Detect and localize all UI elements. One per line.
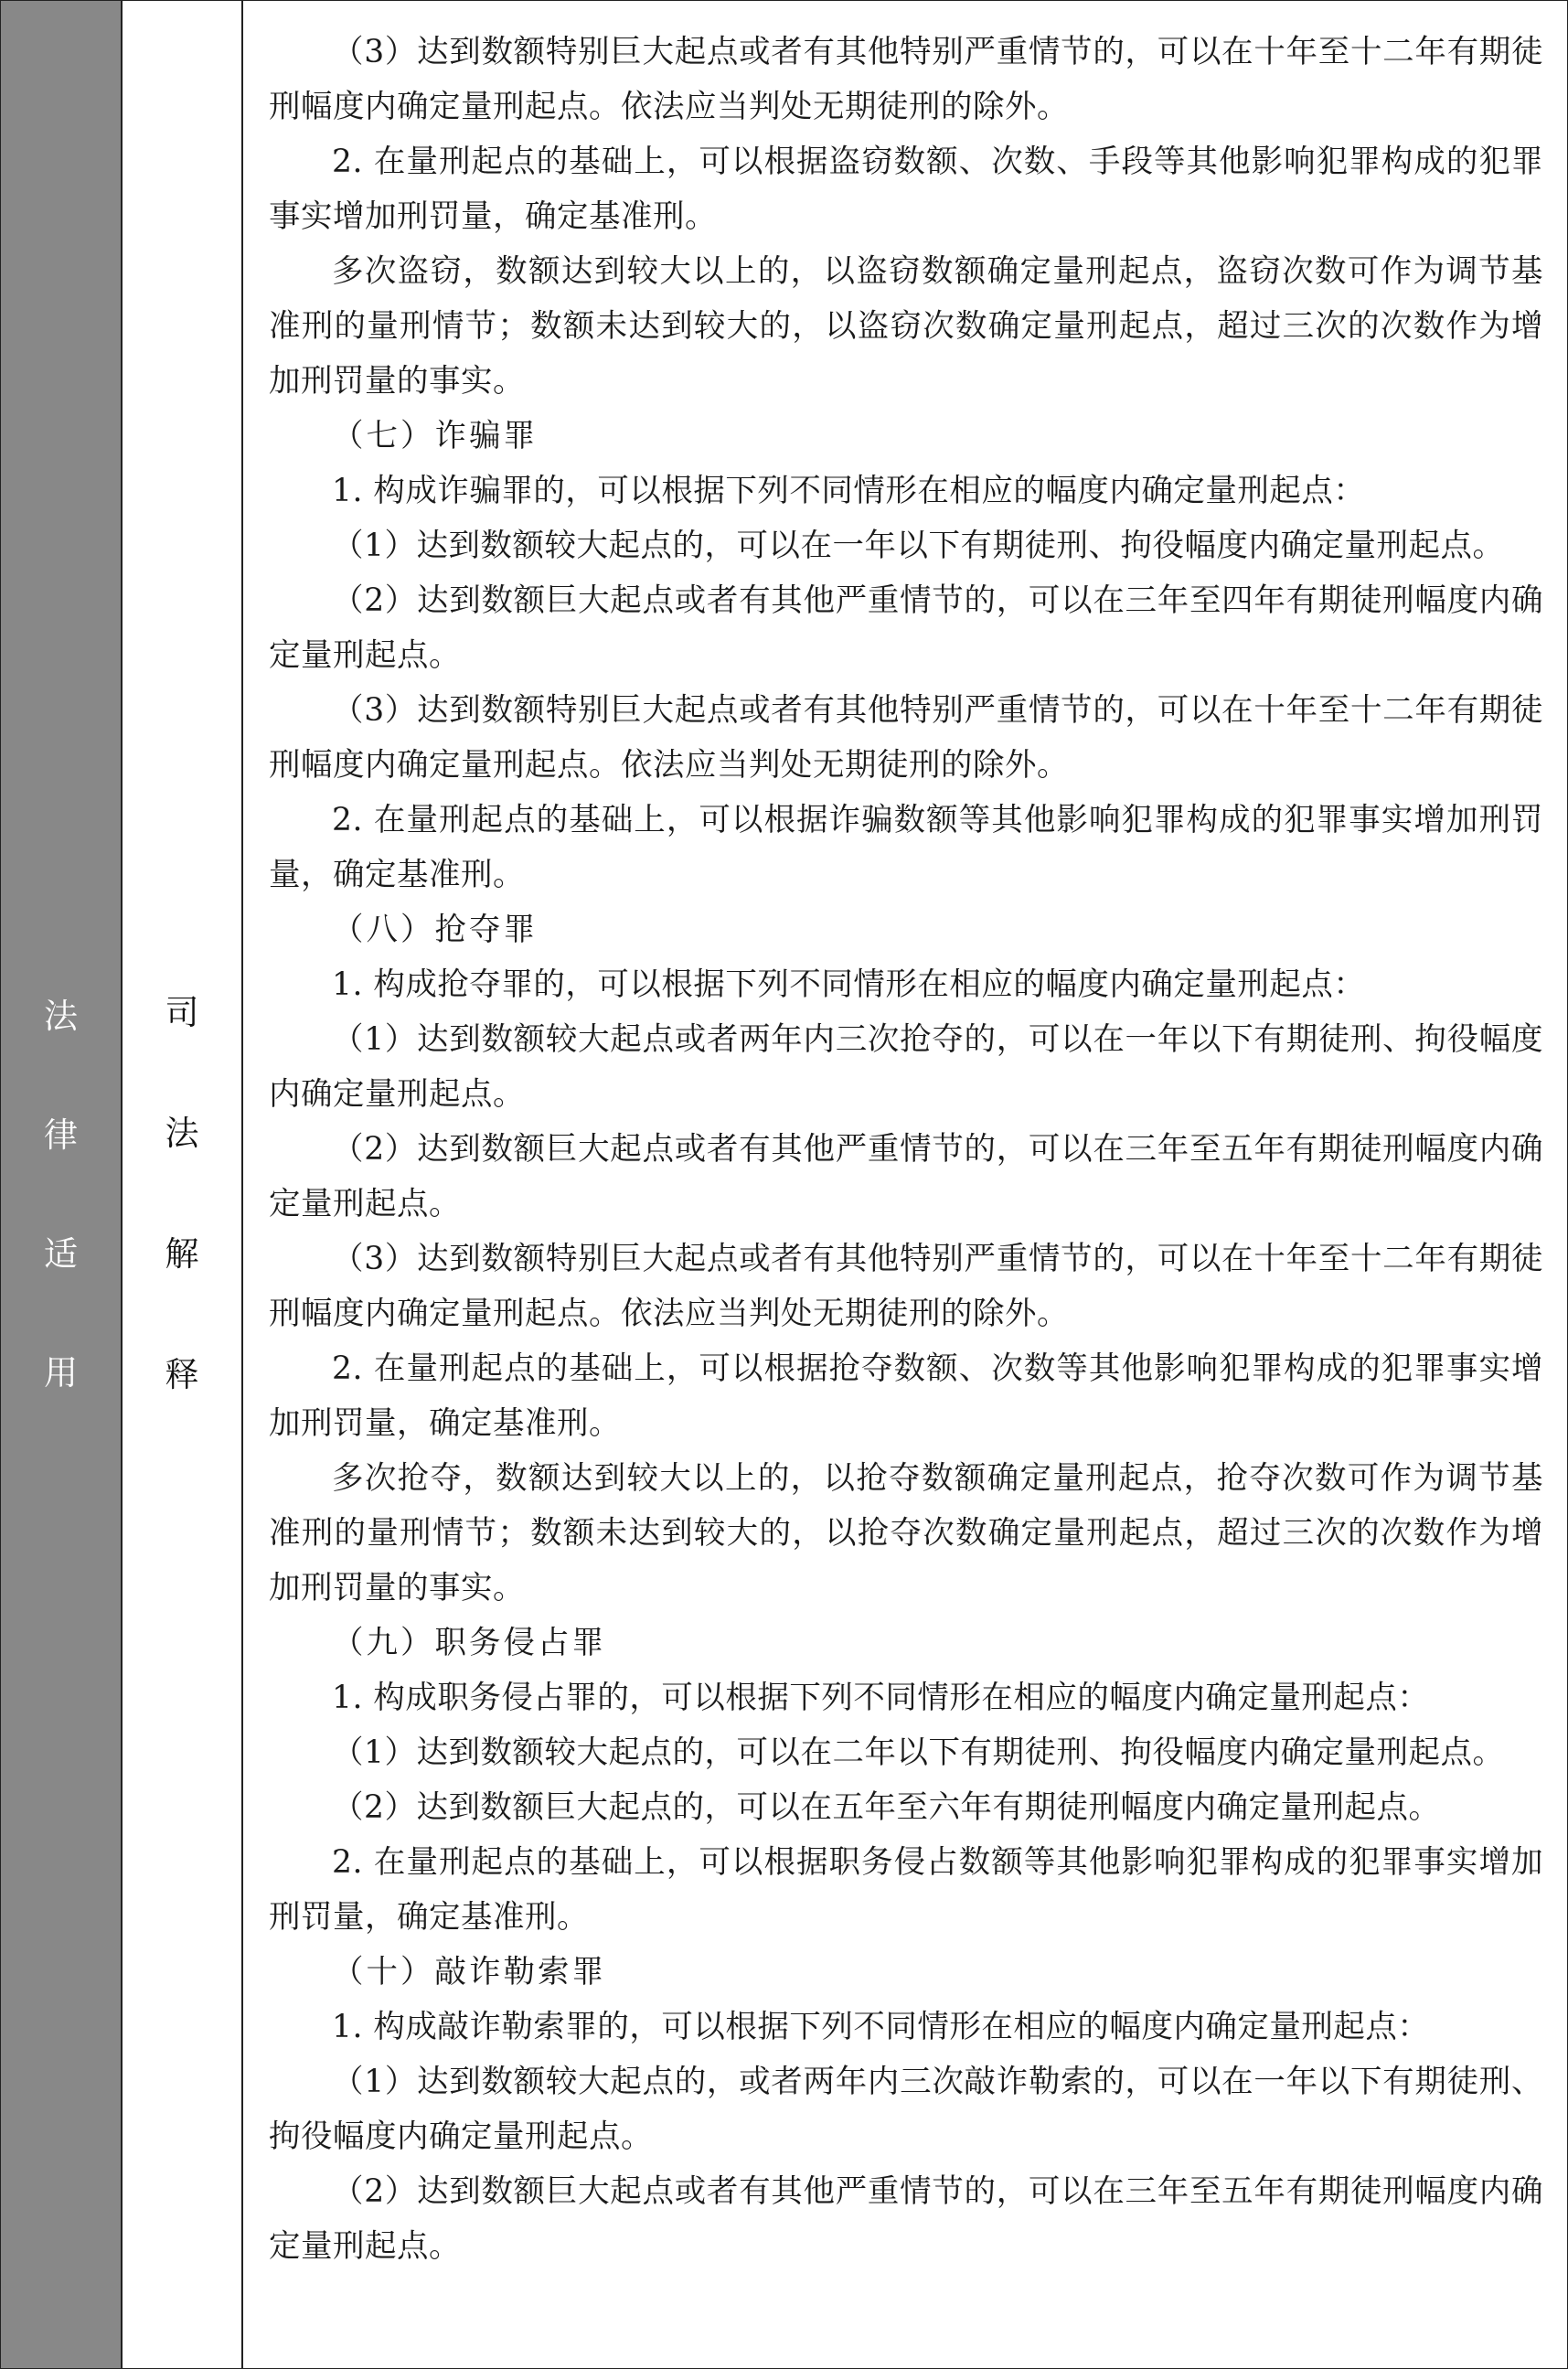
paragraph: （2）达到数额巨大起点的，可以在五年至六年有期徒刑幅度内确定量刑起点。 [332, 1789, 1441, 1826]
section-heading: （九）职务侵占罪 [332, 1625, 606, 1661]
category-label [44, 998, 78, 1392]
paragraph: 多次抢夺，数额达到较大以上的，以抢夺数额确定量刑起点，抢夺次数可作为调节基准刑的量刑情节；数额未达到较大的，以抢夺次数确定量刑起点，超过三次的次数作为增加刑罚量的事实。 [269, 1460, 1543, 1606]
paragraph: 1. 构成诈骗罪的，可以根据下列不同情形在相应的幅度内确定量刑起点： [332, 473, 1366, 509]
paragraph: 2. 在量刑起点的基础上，可以根据诈骗数额等其他影响犯罪构成的犯罪事实增加刑罚量，确定基准刑。 [269, 802, 1543, 893]
subcategory-char: 法 [165, 1113, 199, 1153]
paragraph: （3）达到数额特别巨大起点或者有其他特别严重情节的，可以在十年至十二年有期徒刑幅度内确定量刑起点。依法应当判处无期徒刑的除外。 [269, 1241, 1543, 1332]
paragraph: 1. 构成敲诈勒索罪的，可以根据下列不同情形在相应的幅度内确定量刑起点： [332, 2009, 1430, 2045]
category-char: 适 [44, 1233, 78, 1274]
content-cell [243, 1, 1567, 2368]
section-heading: （十）敲诈勒索罪 [332, 1954, 606, 1990]
subcategory-char: 释 [165, 1354, 199, 1394]
subcategory-column-judicial-interpretation [123, 1, 243, 2368]
paragraph: （3）达到数额特别巨大起点或者有其他特别严重情节的，可以在十年至十二年有期徒刑幅度内确定量刑起点。依法应当判处无期徒刑的除外。 [269, 692, 1543, 784]
paragraph: （2）达到数额巨大起点或者有其他严重情节的，可以在三年至四年有期徒刑幅度内确定量刑起点。 [269, 582, 1543, 674]
subcategory-label [165, 992, 199, 1394]
category-char: 用 [44, 1352, 78, 1393]
paragraph: （1）达到数额较大起点或者两年内三次抢夺的，可以在一年以下有期徒刑、拘役幅度内确定量刑起点。 [269, 1021, 1543, 1113]
subcategory-char: 司 [165, 992, 199, 1032]
paragraph: 1. 构成抢夺罪的，可以根据下列不同情形在相应的幅度内确定量刑起点： [332, 966, 1366, 1003]
category-char: 法 [44, 996, 78, 1036]
paragraph: （3）达到数额特别巨大起点或者有其他特别严重情节的，可以在十年至十二年有期徒刑幅度内确定量刑起点。依法应当判处无期徒刑的除外。 [269, 34, 1543, 125]
category-column-legal-application [1, 1, 123, 2368]
paragraph: 2. 在量刑起点的基础上，可以根据抢夺数额、次数等其他影响犯罪构成的犯罪事实增加刑罚量，确定基准刑。 [269, 1350, 1543, 1442]
paragraph: （1）达到数额较大起点的，可以在一年以下有期徒刑、拘役幅度内确定量刑起点。 [332, 528, 1505, 564]
paragraph: （1）达到数额较大起点的，或者两年内三次敲诈勒索的，可以在一年以下有期徒刑、拘役幅度内确定量刑起点。 [269, 2064, 1543, 2155]
section-heading: （八）抢夺罪 [332, 912, 538, 948]
paragraph: 多次盗窃，数额达到较大以上的，以盗窃数额确定量刑起点，盗窃次数可作为调节基准刑的量刑情节；数额未达到较大的，以盗窃次数确定量刑起点，超过三次的次数作为增加刑罚量的事实。 [269, 253, 1543, 400]
subcategory-char: 解 [165, 1233, 199, 1274]
category-char: 律 [44, 1115, 78, 1155]
paragraph: （1）达到数额较大起点的，可以在二年以下有期徒刑、拘役幅度内确定量刑起点。 [332, 1734, 1505, 1771]
section-heading: （七）诈骗罪 [332, 418, 538, 454]
paragraph: 1. 构成职务侵占罪的，可以根据下列不同情形在相应的幅度内确定量刑起点： [332, 1680, 1430, 1716]
paragraph: （2）达到数额巨大起点或者有其他严重情节的，可以在三年至五年有期徒刑幅度内确定量刑起点。 [269, 1131, 1543, 1222]
paragraph: （2）达到数额巨大起点或者有其他严重情节的，可以在三年至五年有期徒刑幅度内确定量刑起点。 [269, 2173, 1543, 2265]
paragraph: 2. 在量刑起点的基础上，可以根据盗窃数额、次数、手段等其他影响犯罪构成的犯罪事实增加刑罚量，确定基准刑。 [269, 144, 1543, 235]
paragraph: 2. 在量刑起点的基础上，可以根据职务侵占数额等其他影响犯罪构成的犯罪事实增加刑罚量，确定基准刑。 [269, 1844, 1543, 1936]
